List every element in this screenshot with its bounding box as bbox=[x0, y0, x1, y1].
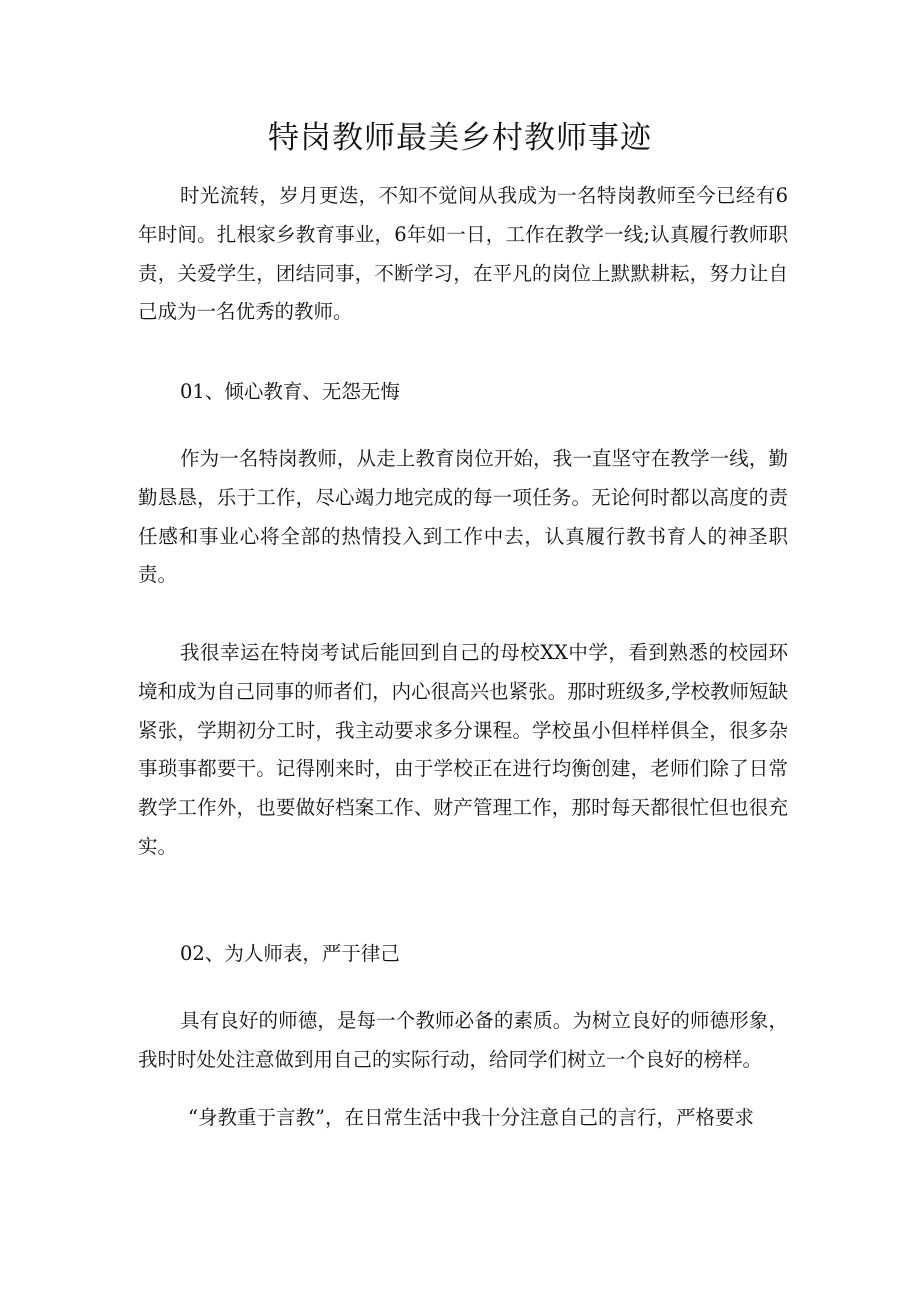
paragraph-section2-b: “身教重于言教”，在日常生活中我十分注意自己的言行，严格要求 bbox=[188, 1106, 754, 1129]
paragraph-section2-a: 具有良好的师德，是每一个教师必备的素质。为树立良好的师德形象，我时时处处注意做到用自己的实际行动，给同学们树立一个良好的榜样。 bbox=[138, 1009, 788, 1071]
section-heading-01: 01、倾心教育、无怨无悔 bbox=[180, 380, 400, 403]
paragraph-intro: 时光流转，岁月更迭，不知不觉间从我成为一名特岗教师至今已经有6年时间。扎根家乡教育事业，6年如一日，工作在教学一线;认真履行教师职责，关爱学生，团结同事，不断学习，在平凡的岗位上默默耕耘，努力让自己成为一名优秀的教师。 bbox=[138, 184, 788, 324]
paragraph-section1-b: 我很幸运在特岗考试后能回到自己的母校XX中学，看到熟悉的校园环境和成为自己同事的师者们，内心很高兴也紧张。那时班级多,学校教师短缺紧张，学期初分工时，我主动要求多分课程。学校虽小但样样俱全，很多杂事琐事都要干。记得刚来时，由于学校正在进行均衡创建，老师们除了日常教学工作外，也要做好档案工作、财产管理工作，那时每天都很忙但也很充实。 bbox=[138, 641, 788, 858]
section-heading-02: 02、为人师表，严于律己 bbox=[180, 942, 400, 965]
document-title: 特岗教师最美乡村教师事迹 bbox=[268, 120, 652, 156]
paragraph-section1-a: 作为一名特岗教师，从走上教育岗位开始，我一直坚守在教学一线，勤勤恳恳，乐于工作，尽心竭力地完成的每一项任务。无论何时都以高度的责任感和事业心将全部的热情投入到工作中去，认真履行教书育人的神圣职责。 bbox=[138, 447, 788, 587]
